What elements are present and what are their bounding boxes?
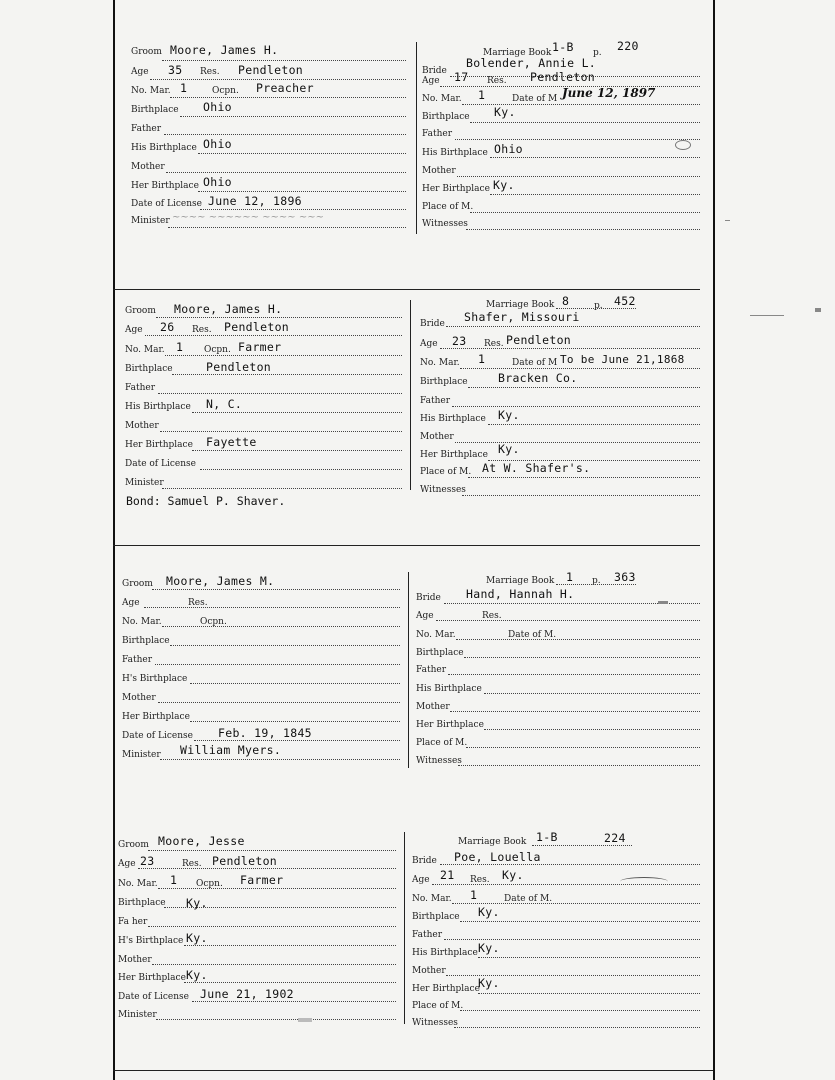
her-birthplace: Ky. bbox=[493, 178, 515, 192]
marriage-book-page: 452 bbox=[614, 294, 636, 308]
groom-label: Groom bbox=[131, 47, 162, 57]
nomar-label: No. Mar. bbox=[416, 630, 456, 640]
his-birthplace-label: H's Birthplace bbox=[122, 674, 188, 684]
her-birthplace-label: Her Birthplace bbox=[131, 181, 199, 191]
bride-label: Bride bbox=[420, 319, 445, 329]
groom-birthplace: Ohio bbox=[203, 100, 232, 114]
birthplace-label: Birthplace bbox=[122, 636, 170, 646]
witnesses-label: Witnesses bbox=[422, 219, 468, 229]
groom-nomar: 1 bbox=[170, 873, 178, 887]
age-label: Age bbox=[118, 859, 136, 869]
ocpn-label: Ocpn. bbox=[204, 345, 231, 355]
nomar-label: No. Mar. bbox=[122, 617, 162, 627]
groom-age: 23 bbox=[140, 854, 155, 868]
his-birthplace: Ohio bbox=[494, 142, 523, 156]
her-birthplace-label: Her Birthplace bbox=[416, 720, 484, 730]
birthplace-label: Birthplace bbox=[416, 648, 464, 658]
marriage-book-number: 1-B bbox=[552, 40, 574, 54]
license-date: Feb. 19, 1845 bbox=[218, 726, 312, 740]
her-birthplace-label: Her Birthplace bbox=[412, 984, 480, 994]
age-label: Age bbox=[125, 325, 143, 335]
age-label: Age bbox=[416, 611, 434, 621]
minister-label: Minister bbox=[118, 1010, 157, 1020]
his-birthplace-label: His Birthplace bbox=[416, 684, 482, 694]
scan-mark bbox=[620, 877, 668, 886]
nomar-label: No. Mar. bbox=[118, 879, 158, 889]
minister-name: William Myers. bbox=[180, 743, 282, 757]
scan-mark bbox=[750, 315, 784, 316]
bride-name: Shafer, Missouri bbox=[464, 310, 580, 324]
res-label: Res. bbox=[487, 76, 507, 86]
scan-mark bbox=[658, 601, 668, 604]
nomar-label: No. Mar. bbox=[422, 94, 462, 104]
her-birthplace-label: Her Birthplace bbox=[122, 712, 190, 722]
page-label: p. bbox=[592, 576, 601, 586]
minister-illegible-scrawl: ~~~~ ~~~~~~ ~~~~ ~~~ bbox=[172, 212, 324, 223]
groom-label: Groom bbox=[118, 840, 149, 850]
groom-age: 26 bbox=[160, 320, 175, 334]
her-birthplace-label: Her Birthplace bbox=[125, 440, 193, 450]
his-birthplace-label: His Birthplace bbox=[420, 414, 486, 424]
bride-res: Pendleton bbox=[506, 333, 572, 347]
license-label: Date of License bbox=[131, 199, 202, 209]
marriage-book-page: 224 bbox=[604, 831, 626, 845]
birthplace-label: Birthplace bbox=[118, 898, 166, 908]
bride-name: Hand, Hannah H. bbox=[466, 587, 575, 601]
his-birthplace-label: H's Birthplace bbox=[118, 936, 184, 946]
groom-res: Pendleton bbox=[238, 63, 304, 77]
res-label: Res. bbox=[182, 859, 202, 869]
marriage-book-page: 363 bbox=[614, 570, 636, 584]
witnesses-label: Witnesses bbox=[420, 485, 466, 495]
license-label: Date of License bbox=[125, 459, 196, 469]
record-divider bbox=[408, 572, 409, 768]
birthplace-label: Birthplace bbox=[412, 912, 460, 922]
father-label: Fa her bbox=[118, 917, 148, 927]
groom-birthplace: Ky. bbox=[186, 896, 208, 910]
mother-label: Mother bbox=[122, 693, 156, 703]
father-label: Father bbox=[416, 665, 447, 675]
res-label: Res. bbox=[192, 325, 212, 335]
scan-mark bbox=[298, 1018, 312, 1022]
birthplace-label: Birthplace bbox=[131, 105, 179, 115]
marriage-book-label: Marriage Book bbox=[483, 48, 552, 58]
groom-name: Moore, Jesse bbox=[158, 834, 245, 848]
father-label: Father bbox=[122, 655, 153, 665]
ocpn-label: Ocpn. bbox=[196, 879, 223, 889]
ocpn-label: Ocpn. bbox=[200, 617, 227, 627]
page-label: p. bbox=[593, 48, 602, 58]
father-label: Father bbox=[125, 383, 156, 393]
license-label: Date of License bbox=[122, 731, 193, 741]
nomar-label: No. Mar. bbox=[125, 345, 165, 355]
nomar-label: No. Mar. bbox=[420, 358, 460, 368]
marriage-book-number: 1 bbox=[566, 570, 574, 584]
her-birthplace: Ohio bbox=[203, 175, 232, 189]
page-label: p. bbox=[594, 301, 603, 311]
license-label: Date of License bbox=[118, 992, 189, 1002]
his-birthplace: Ky. bbox=[478, 941, 500, 955]
age-label: Age bbox=[420, 339, 438, 349]
minister-label: Minister bbox=[122, 750, 161, 760]
res-label: Res. bbox=[470, 875, 490, 885]
birthplace-label: Birthplace bbox=[125, 364, 173, 374]
res-label: Res. bbox=[482, 611, 502, 621]
date-of-marriage-label: Date of M bbox=[512, 358, 558, 368]
groom-nomar: 1 bbox=[176, 340, 184, 354]
groom-birthplace: Pendleton bbox=[206, 360, 272, 374]
marriage-book-label: Marriage Book bbox=[486, 576, 555, 586]
place-label: Place of M. bbox=[416, 738, 468, 748]
license-date: June 12, 1896 bbox=[208, 194, 302, 208]
nomar-label: No. Mar. bbox=[131, 86, 171, 96]
date-of-marriage-label: Date of M bbox=[512, 94, 558, 104]
his-birthplace-label: His Birthplace bbox=[412, 948, 478, 958]
groom-age: 35 bbox=[168, 63, 183, 77]
mother-label: Mother bbox=[416, 702, 450, 712]
father-label: Father bbox=[422, 129, 453, 139]
date-of-marriage-label: Date of M. bbox=[508, 630, 557, 640]
father-label: Father bbox=[412, 930, 443, 940]
age-label: Age bbox=[122, 598, 140, 608]
bride-birthplace: Bracken Co. bbox=[498, 371, 578, 385]
groom-res: Pendleton bbox=[224, 320, 290, 334]
scan-mark bbox=[725, 220, 730, 221]
her-birthplace-label: Her Birthplace bbox=[422, 184, 490, 194]
bride-birthplace: Ky. bbox=[494, 105, 516, 119]
groom-nomar: 1 bbox=[180, 81, 188, 95]
birthplace-label: Birthplace bbox=[420, 377, 468, 387]
bride-res: Ky. bbox=[502, 868, 524, 882]
place-label: Place of M. bbox=[420, 467, 472, 477]
record-divider bbox=[404, 832, 405, 1024]
record-divider bbox=[410, 300, 411, 490]
mother-label: Mother bbox=[131, 162, 165, 172]
witnesses-label: Witnesses bbox=[416, 756, 462, 766]
minister-label: Minister bbox=[131, 216, 170, 226]
groom-name: Moore, James M. bbox=[166, 574, 275, 588]
her-birthplace: Fayette bbox=[206, 435, 257, 449]
record-separator bbox=[113, 1070, 713, 1071]
bride-age: 21 bbox=[440, 868, 455, 882]
record-divider bbox=[416, 42, 417, 234]
her-birthplace: Ky. bbox=[498, 442, 520, 456]
date-of-marriage-label: Date of M. bbox=[504, 894, 553, 904]
minister-label: Minister bbox=[125, 478, 164, 488]
her-birthplace-label: Her Birthplace bbox=[118, 973, 186, 983]
her-birthplace: Ky. bbox=[186, 968, 208, 982]
age-label: Age bbox=[412, 875, 430, 885]
res-label: Res. bbox=[484, 339, 504, 349]
left-page-edge bbox=[113, 0, 115, 1080]
age-label: Age bbox=[422, 76, 440, 86]
marriage-book-number: 1-B bbox=[536, 830, 558, 844]
record-separator bbox=[113, 289, 700, 290]
groom-label: Groom bbox=[125, 306, 156, 316]
scan-mark bbox=[675, 140, 691, 150]
her-birthplace: Ky. bbox=[478, 976, 500, 990]
groom-res: Pendleton bbox=[212, 854, 278, 868]
record-separator bbox=[113, 545, 700, 546]
bride-birthplace: Ky. bbox=[478, 905, 500, 919]
nomar-label: No. Mar. bbox=[412, 894, 452, 904]
place-label: Place of M. bbox=[422, 202, 474, 212]
place-label: Place of M. bbox=[412, 1001, 464, 1011]
bride-nomar: 1 bbox=[478, 352, 486, 366]
his-birthplace: Ky. bbox=[186, 931, 208, 945]
date-of-marriage: To be June 21,1868 bbox=[560, 353, 685, 366]
right-page-edge bbox=[713, 0, 715, 1080]
license-date: June 21, 1902 bbox=[200, 987, 294, 1001]
groom-name: Moore, James H. bbox=[174, 302, 283, 316]
mother-label: Mother bbox=[412, 966, 446, 976]
his-birthplace-label: His Birthplace bbox=[125, 402, 191, 412]
mother-label: Mother bbox=[125, 421, 159, 431]
his-birthplace-label: His Birthplace bbox=[422, 148, 488, 158]
marriage-book-page: 220 bbox=[617, 39, 639, 53]
his-birthplace: N, C. bbox=[206, 397, 243, 411]
mother-label: Mother bbox=[118, 955, 152, 965]
marriage-book-number: 8 bbox=[562, 294, 570, 308]
her-birthplace-label: Her Birthplace bbox=[420, 450, 488, 460]
res-label: Res. bbox=[200, 67, 220, 77]
age-label: Age bbox=[131, 67, 149, 77]
marriage-book-label: Marriage Book bbox=[486, 300, 555, 310]
his-birthplace-label: His Birthplace bbox=[131, 143, 197, 153]
groom-ocpn: Farmer bbox=[240, 873, 284, 887]
mother-label: Mother bbox=[422, 166, 456, 176]
place-of-marriage: At W. Shafer's. bbox=[482, 461, 591, 475]
bride-res: Pendleton bbox=[530, 70, 596, 84]
witnesses-label: Witnesses bbox=[412, 1018, 458, 1028]
groom-label: Groom bbox=[122, 579, 153, 589]
ocpn-label: Ocpn. bbox=[212, 86, 239, 96]
bride-name: Bolender, Annie L. bbox=[466, 56, 597, 70]
father-label: Father bbox=[131, 124, 162, 134]
bride-label: Bride bbox=[416, 593, 441, 603]
bride-age: 17 bbox=[454, 70, 469, 84]
bride-nomar: 1 bbox=[470, 888, 478, 902]
bride-age: 23 bbox=[452, 334, 467, 348]
groom-ocpn: Preacher bbox=[256, 81, 314, 95]
groom-name: Moore, James H. bbox=[170, 43, 279, 57]
scan-mark bbox=[815, 308, 821, 312]
date-of-marriage: June 12, 1897 bbox=[562, 86, 656, 100]
groom-ocpn: Farmer bbox=[238, 340, 282, 354]
mother-label: Mother bbox=[420, 432, 454, 442]
birthplace-label: Birthplace bbox=[422, 112, 470, 122]
bride-name: Poe, Louella bbox=[454, 850, 541, 864]
bride-label: Bride bbox=[412, 856, 437, 866]
his-birthplace: Ohio bbox=[203, 137, 232, 151]
father-label: Father bbox=[420, 396, 451, 406]
bride-nomar: 1 bbox=[478, 88, 486, 102]
bride-label: Bride bbox=[422, 66, 447, 76]
bond-note: Bond: Samuel P. Shaver. bbox=[126, 494, 286, 508]
res-label: Res. bbox=[188, 598, 208, 608]
marriage-book-label: Marriage Book bbox=[458, 837, 527, 847]
his-birthplace: Ky. bbox=[498, 408, 520, 422]
